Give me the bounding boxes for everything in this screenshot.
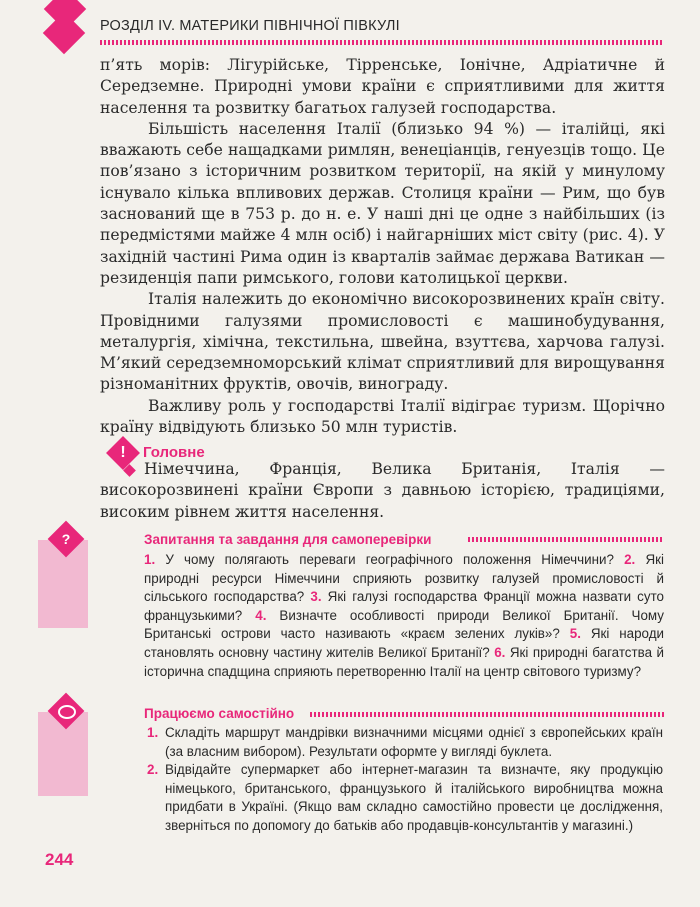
question-text: Визначте особливості природи Великої Британії. Чому Британські острови часто називають «краєм зелених луків»? [144,607,664,642]
page-number: 244 [45,850,74,869]
task-text: Відвідайте супермаркет або інтернет-магазин та визначте, яку продукцію німецького, британського, французького й італійського виробництва можна придбати в Україні. (Якщо вам складно самостійно провести це дослідження, зверніться по допомогу до батьків або продавців-консультантів у магазині.) [165,762,663,833]
question-number: 2. [624,552,636,567]
question-number: 6. [494,644,506,660]
question-text: Які природні багатства й історична спадщина сприяють перетворенню Італії на центр світового туризму? [144,644,664,679]
question-number: 4. [255,607,267,623]
body-text [100,55,665,438]
section-dotted-rule [468,537,664,542]
paragraph: Важливу роль у господарстві Італії відіграє туризм. Щорічно країну відвідують близько 50 млн туристів. [100,396,665,437]
paragraph: Більшість населення Італії (близько 94 %) — італійці, які вважають себе нащадками римлян, венеціанців, генуезців тощо. Це пов’язано з історичним розвитком території, на якій у минулому існувало кілька впливових держав. Столиця країни — Рим, що був заснований ще в 753 р. до н. е. У наші дні це одне з найбільших (із передмістями майже 4 млн осіб) і найгарніших міст світу (рис. 4). У західній частині Рима один із кварталів займає держава Ватикан — резиденція папи римського, голови католицької церкви. [100,119,665,287]
question-number: 3. [310,589,322,605]
question-text: У чому полягають переваги географічного положення Німеччини? [165,552,614,567]
independent-list [147,724,663,836]
independent-title: Працюємо самостійно [144,706,295,721]
main-summary-title: Головне [143,444,205,461]
questions-title: Запитання та завдання для самоперевірки [144,532,432,547]
paragraph: Італія належить до економічно високорозвинених країн світу. Провідними галузями промисловості є машинобудування, металургія, хімічна, текстильна, швейна, взуттєва, харчова галузі. М’який середземноморський клімат сприятливий для вирощування різноманітних фруктів, овочів, винограду. [100,290,665,394]
questions-list [144,551,664,681]
main-summary-text: Німеччина, Франція, Велика Британія, Італія — високорозвинені країни Європи з давньою історією, традиціями, високим рівнем життя населення. [100,460,665,521]
speech-bubble-icon [58,705,76,719]
list-item [147,724,663,761]
paragraph: п’ять морів: Лігурійське, Тірренське, Іонічне, Адріатичне й Середземне. Природні умови країни є сприятливими для життя населення та розвитку багатьох галузей господарства. [100,56,665,117]
task-number: 1. [147,725,159,740]
header-dotted-rule [100,40,662,45]
question-mark-icon: ? [61,531,71,547]
main-summary [100,459,665,523]
question-text: Які галузі господарства Франції можна назвати суто французькими? [144,589,664,623]
question-number: 5. [569,626,581,642]
question-number: 1. [144,552,156,567]
corner-diamond-decoration [43,12,85,54]
question-text: Які природні ресурси Німеччини сприяють розвитку галузей промисловості й сільського господарства? [144,552,664,605]
task-number: 2. [147,762,159,778]
question-text: Які народи становлять основну частину жителів Великої Британії? [144,626,664,660]
chapter-header: РОЗДІЛ IV. МАТЕРИКИ ПІВНІЧНОЇ ПІВКУЛІ [100,18,400,34]
list-item [147,761,663,835]
task-text: Складіть маршрут мандрівки визначними місцями однієї з європейських країн (за власним вибором). Результати оформте у вигляді буклета. [165,725,663,759]
section-dotted-rule [310,712,664,717]
exclamation-icon: ! [120,444,126,461]
